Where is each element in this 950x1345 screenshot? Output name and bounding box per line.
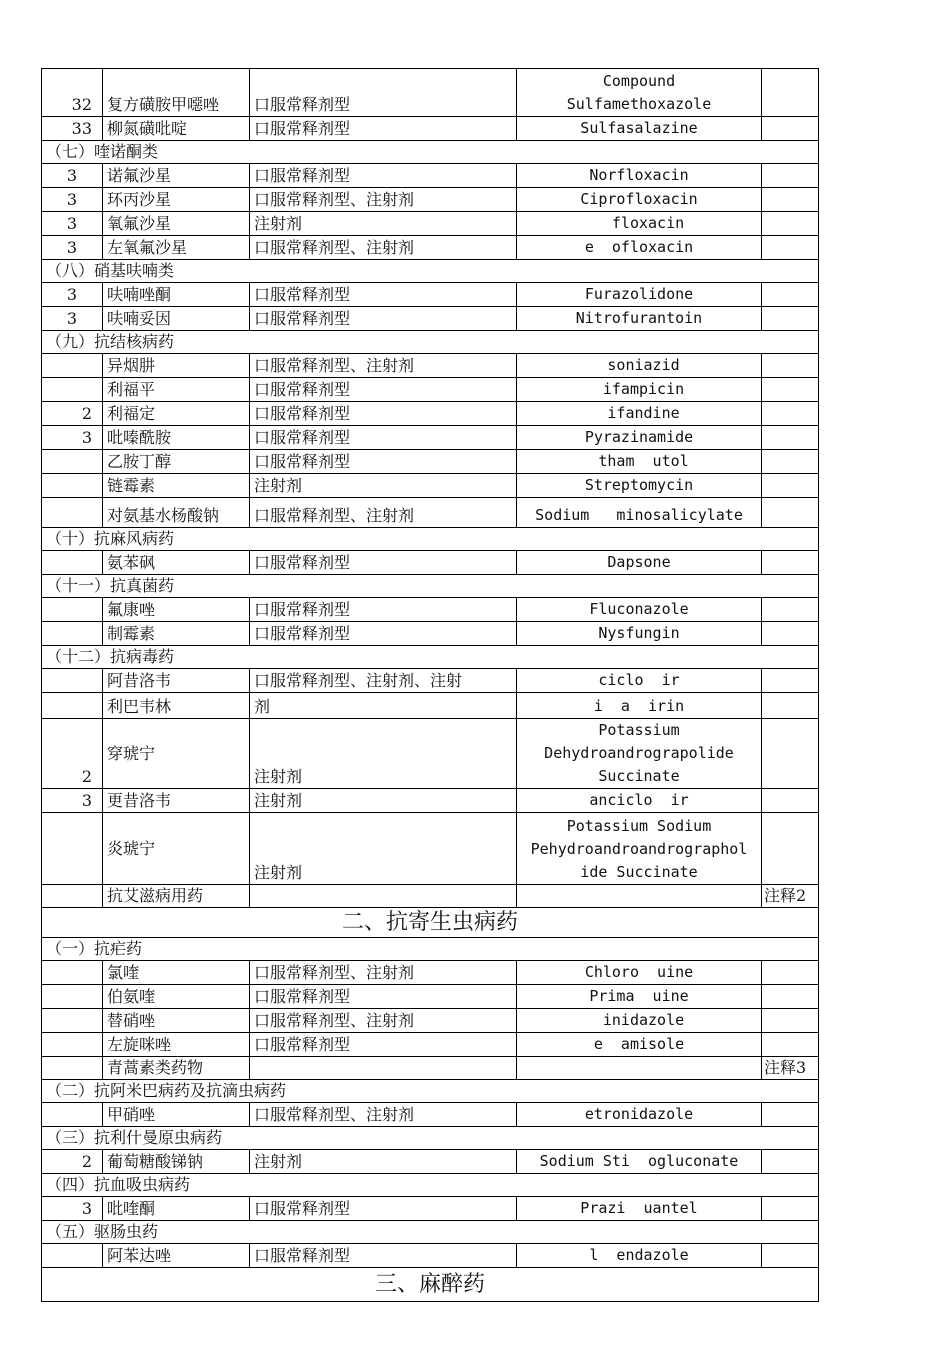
drug-name-cn: 链霉素 <box>103 474 250 498</box>
drug-name-cn: 氨苯砜 <box>103 551 250 575</box>
drug-row <box>42 378 819 402</box>
drug-number <box>42 693 103 719</box>
drug-row <box>42 164 819 188</box>
dosage-form: 口服常释剂型、注射剂 <box>250 1009 517 1033</box>
drug-name-en-line: soniazid <box>598 356 680 374</box>
category-row <box>42 1080 819 1103</box>
remark <box>762 669 819 693</box>
drug-row <box>42 474 819 498</box>
drug-row <box>42 188 819 212</box>
drug-name-en-line: ifandine <box>598 404 680 422</box>
drug-name-en-line: Pehydroandroandrographol <box>530 840 748 858</box>
drug-name-en-line: Dehydroandrograpolide <box>544 744 734 762</box>
remark <box>762 1103 819 1127</box>
drug-name-en-line: anciclo ir <box>589 791 689 809</box>
drug-row <box>42 1057 819 1080</box>
drug-name-en <box>517 693 762 719</box>
section-header-row <box>42 908 819 938</box>
drug-row <box>42 1103 819 1127</box>
drug-row <box>42 354 819 378</box>
drug-name-cn: 乙胺丁醇 <box>103 450 250 474</box>
drug-number <box>42 669 103 693</box>
drug-name-cn: 穿琥宁 <box>103 719 250 789</box>
drug-name-en-line: Prazi uantel <box>580 1199 698 1217</box>
drug-row <box>42 693 819 719</box>
drug-row <box>42 450 819 474</box>
dosage-form: 口服常释剂型 <box>250 426 517 450</box>
dosage-form: 注射剂 <box>250 212 517 236</box>
drug-name-cn: 环丙沙星 <box>103 188 250 212</box>
drug-name-en <box>517 402 762 426</box>
drug-name-cn: 诺氟沙星 <box>103 164 250 188</box>
drug-row <box>42 985 819 1009</box>
drug-name-en <box>517 719 762 789</box>
drug-row <box>42 622 819 646</box>
drug-number <box>42 450 103 474</box>
dosage-form: 口服常释剂型 <box>250 378 517 402</box>
drug-row <box>42 212 819 236</box>
drug-name-en-line: Chloro uine <box>584 963 694 981</box>
drug-list-table <box>41 68 819 1302</box>
remark <box>762 693 819 719</box>
drug-number <box>42 1009 103 1033</box>
drug-name-cn: 复方磺胺甲噁唑 <box>103 69 250 117</box>
drug-name-en-line: Dapsone <box>607 553 671 571</box>
drug-number: 3 <box>42 1197 103 1221</box>
drug-name-en-line: etronidazole <box>584 1105 694 1123</box>
remark <box>762 474 819 498</box>
drug-name-en-line: Succinate <box>598 767 680 785</box>
drug-name-en-line: Potassium <box>598 721 680 739</box>
remark <box>762 1009 819 1033</box>
remark <box>762 1244 819 1268</box>
category-label: （二）抗阿米巴病药及抗滴虫病药 <box>42 1080 819 1103</box>
drug-name-cn: 利福平 <box>103 378 250 402</box>
drug-name-en <box>517 622 762 646</box>
drug-name-en <box>517 188 762 212</box>
category-row <box>42 528 819 551</box>
drug-name-en <box>517 474 762 498</box>
drug-row <box>42 1009 819 1033</box>
dosage-form: 注射剂 <box>250 719 517 789</box>
drug-name-cn: 甲硝唑 <box>103 1103 250 1127</box>
drug-name-cn: 制霉素 <box>103 622 250 646</box>
drug-name-en-line: ide Succinate <box>580 863 698 881</box>
category-label: （三）抗利什曼原虫病药 <box>42 1127 819 1150</box>
dosage-form: 口服常释剂型、注射剂 <box>250 1103 517 1127</box>
drug-number: 3 <box>42 164 103 188</box>
drug-name-cn: 异烟肼 <box>103 354 250 378</box>
drug-name-cn: 伯氨喹 <box>103 985 250 1009</box>
dosage-form: 口服常释剂型、注射剂 <box>250 961 517 985</box>
drug-name-en <box>517 1244 762 1268</box>
drug-name-en <box>517 307 762 331</box>
drug-name-en <box>517 985 762 1009</box>
dosage-form: 口服常释剂型、注射剂 <box>250 236 517 260</box>
drug-name-en <box>517 1057 762 1080</box>
drug-name-en <box>517 1150 762 1174</box>
drug-number <box>42 813 103 885</box>
dosage-form: 口服常释剂型 <box>250 69 517 117</box>
drug-name-en-line: Prima uine <box>589 987 689 1005</box>
drug-number: 2 <box>42 402 103 426</box>
drug-row <box>42 69 819 117</box>
drug-number <box>42 598 103 622</box>
drug-row <box>42 813 819 885</box>
category-row <box>42 331 819 354</box>
remark <box>762 985 819 1009</box>
dosage-form: 口服常释剂型、注射剂、注射 <box>250 669 517 693</box>
drug-row <box>42 117 819 141</box>
category-label: （四）抗血吸虫病药 <box>42 1174 819 1197</box>
category-row <box>42 575 819 598</box>
dosage-form: 口服常释剂型 <box>250 1197 517 1221</box>
drug-name-en-line: Sodium minosalicylate <box>535 506 743 524</box>
drug-name-cn: 抗艾滋病用药 <box>103 885 250 908</box>
drug-name-en <box>517 1033 762 1057</box>
drug-row <box>42 551 819 575</box>
drug-number <box>42 474 103 498</box>
dosage-form: 口服常释剂型 <box>250 164 517 188</box>
drug-name-cn: 对氨基水杨酸钠 <box>103 498 250 528</box>
dosage-form <box>250 1057 517 1080</box>
drug-name-cn: 更昔洛韦 <box>103 789 250 813</box>
remark <box>762 402 819 426</box>
drug-name-cn: 氟康唑 <box>103 598 250 622</box>
remark <box>762 622 819 646</box>
dosage-form <box>250 885 517 908</box>
remark <box>762 69 819 117</box>
drug-number: 2 <box>42 1150 103 1174</box>
drug-name-cn: 利福定 <box>103 402 250 426</box>
category-row <box>42 1174 819 1197</box>
drug-name-en <box>517 378 762 402</box>
category-label: （十）抗麻风病药 <box>42 528 819 551</box>
drug-name-cn: 左氧氟沙星 <box>103 236 250 260</box>
remark <box>762 188 819 212</box>
category-row <box>42 646 819 669</box>
dosage-form: 口服常释剂型 <box>250 985 517 1009</box>
remark <box>762 117 819 141</box>
drug-number <box>42 961 103 985</box>
drug-name-cn: 吡喹酮 <box>103 1197 250 1221</box>
dosage-form: 口服常释剂型、注射剂 <box>250 354 517 378</box>
dosage-form: 口服常释剂型 <box>250 283 517 307</box>
dosage-form: 口服常释剂型 <box>250 117 517 141</box>
drug-name-cn: 呋喃妥因 <box>103 307 250 331</box>
drug-row <box>42 885 819 908</box>
drug-name-en-line: l endazole <box>589 1246 689 1264</box>
drug-name-en-line: Pyrazinamide <box>584 428 694 446</box>
category-label: （七）喹诺酮类 <box>42 141 819 164</box>
drug-row <box>42 719 819 789</box>
remark <box>762 283 819 307</box>
remark: 注释3 <box>762 1057 819 1080</box>
drug-name-en-line: Furazolidone <box>584 285 694 303</box>
drug-name-en <box>517 598 762 622</box>
section-header-row <box>42 1268 819 1302</box>
drug-row <box>42 1244 819 1268</box>
drug-name-en <box>517 885 762 908</box>
remark <box>762 307 819 331</box>
remark <box>762 789 819 813</box>
drug-number <box>42 1057 103 1080</box>
dosage-form: 口服常释剂型 <box>250 1244 517 1268</box>
drug-number <box>42 354 103 378</box>
drug-name-en <box>517 789 762 813</box>
category-row <box>42 1221 819 1244</box>
drug-name-cn: 柳氮磺吡啶 <box>103 117 250 141</box>
drug-name-cn: 吡嗪酰胺 <box>103 426 250 450</box>
drug-row <box>42 1033 819 1057</box>
drug-list-body <box>42 69 819 1302</box>
drug-name-en-line: Nitrofurantoin <box>575 309 703 327</box>
drug-name-en-line: Compound <box>602 72 676 90</box>
drug-name-en <box>517 426 762 450</box>
remark <box>762 1150 819 1174</box>
drug-name-cn: 氯喹 <box>103 961 250 985</box>
drug-number: 3 <box>42 236 103 260</box>
drug-number: 2 <box>42 719 103 789</box>
drug-number: 3 <box>42 789 103 813</box>
drug-name-en-line: inidazole <box>593 1011 685 1029</box>
drug-number: 3 <box>42 426 103 450</box>
drug-number <box>42 622 103 646</box>
drug-row <box>42 236 819 260</box>
drug-row <box>42 307 819 331</box>
dosage-form: 口服常释剂型 <box>250 1033 517 1057</box>
drug-name-en-line: ifampicin <box>593 380 685 398</box>
drug-name-en <box>517 1197 762 1221</box>
drug-name-en-line: i a irin <box>593 697 685 715</box>
drug-row <box>42 426 819 450</box>
category-label: （八）硝基呋喃类 <box>42 260 819 283</box>
drug-name-en-line: floxacin <box>593 214 685 232</box>
dosage-form: 口服常释剂型 <box>250 307 517 331</box>
drug-name-en-line: e ofloxacin <box>584 238 694 256</box>
drug-name-en <box>517 961 762 985</box>
drug-row <box>42 961 819 985</box>
drug-row <box>42 498 819 528</box>
dosage-form: 口服常释剂型 <box>250 551 517 575</box>
drug-name-en <box>517 551 762 575</box>
drug-number <box>42 378 103 402</box>
drug-name-en <box>517 1103 762 1127</box>
drug-name-cn: 左旋咪唑 <box>103 1033 250 1057</box>
dosage-form: 剂 <box>250 693 517 719</box>
drug-name-en-line: Sulfasalazine <box>580 119 698 137</box>
drug-name-cn: 阿苯达唑 <box>103 1244 250 1268</box>
drug-row <box>42 283 819 307</box>
drug-name-en <box>517 236 762 260</box>
drug-row <box>42 1197 819 1221</box>
drug-row <box>42 669 819 693</box>
category-label: （九）抗结核病药 <box>42 331 819 354</box>
drug-name-en <box>517 117 762 141</box>
dosage-form: 口服常释剂型、注射剂 <box>250 498 517 528</box>
dosage-form: 口服常释剂型 <box>250 622 517 646</box>
drug-name-cn: 替硝唑 <box>103 1009 250 1033</box>
drug-name-en-line: Sulfamethoxazole <box>566 95 712 113</box>
remark <box>762 378 819 402</box>
remark <box>762 236 819 260</box>
drug-name-cn: 利巴韦林 <box>103 693 250 719</box>
dosage-form: 注射剂 <box>250 1150 517 1174</box>
remark <box>762 551 819 575</box>
drug-name-en <box>517 813 762 885</box>
drug-row <box>42 402 819 426</box>
drug-name-en-line: ciclo ir <box>598 671 680 689</box>
drug-name-en <box>517 164 762 188</box>
drug-name-en <box>517 669 762 693</box>
remark <box>762 164 819 188</box>
dosage-form: 口服常释剂型、注射剂 <box>250 188 517 212</box>
drug-name-en-line: Ciprofloxacin <box>580 190 698 208</box>
drug-name-en-line: Nysfungin <box>598 624 680 642</box>
drug-name-cn: 青蒿素类药物 <box>103 1057 250 1080</box>
drug-name-en-line: e amisole <box>593 1035 685 1053</box>
remark: 注释2 <box>762 885 819 908</box>
category-row <box>42 141 819 164</box>
drug-number: 3 <box>42 212 103 236</box>
drug-number <box>42 1103 103 1127</box>
dosage-form: 口服常释剂型 <box>250 598 517 622</box>
category-row <box>42 1127 819 1150</box>
remark <box>762 498 819 528</box>
drug-name-cn: 氧氟沙星 <box>103 212 250 236</box>
remark <box>762 1033 819 1057</box>
remark <box>762 354 819 378</box>
remark <box>762 961 819 985</box>
drug-name-cn: 葡萄糖酸锑钠 <box>103 1150 250 1174</box>
drug-number <box>42 985 103 1009</box>
drug-name-cn: 炎琥宁 <box>103 813 250 885</box>
drug-name-en-line: Norfloxacin <box>589 166 689 184</box>
category-label: （十一）抗真菌药 <box>42 575 819 598</box>
drug-number <box>42 551 103 575</box>
drug-number: 3 <box>42 283 103 307</box>
drug-name-en <box>517 283 762 307</box>
drug-name-cn: 呋喃唑酮 <box>103 283 250 307</box>
dosage-form: 口服常释剂型 <box>250 450 517 474</box>
drug-number <box>42 1033 103 1057</box>
remark <box>762 719 819 789</box>
dosage-form: 口服常释剂型 <box>250 402 517 426</box>
drug-row <box>42 789 819 813</box>
drug-name-en-line: Sodium Sti ogluconate <box>539 1152 739 1170</box>
drug-number <box>42 498 103 528</box>
section-title: 三、麻醉药 <box>42 1268 819 1302</box>
remark <box>762 212 819 236</box>
drug-name-en <box>517 498 762 528</box>
category-row <box>42 260 819 283</box>
remark <box>762 813 819 885</box>
drug-number: 33 <box>42 117 103 141</box>
drug-name-en <box>517 69 762 117</box>
drug-number: 32 <box>42 69 103 117</box>
drug-number: 3 <box>42 307 103 331</box>
drug-name-en <box>517 212 762 236</box>
category-label: （一）抗疟药 <box>42 938 819 961</box>
drug-name-en <box>517 1009 762 1033</box>
section-title: 二、抗寄生虫病药 <box>42 908 819 938</box>
remark <box>762 598 819 622</box>
drug-row <box>42 598 819 622</box>
dosage-form: 注射剂 <box>250 474 517 498</box>
drug-name-en <box>517 354 762 378</box>
category-row <box>42 938 819 961</box>
drug-name-cn: 阿昔洛韦 <box>103 669 250 693</box>
drug-number <box>42 885 103 908</box>
remark <box>762 426 819 450</box>
dosage-form: 注射剂 <box>250 813 517 885</box>
remark <box>762 450 819 474</box>
drug-name-en-line: Streptomycin <box>584 476 694 494</box>
drug-name-en-line: tham utol <box>589 452 689 470</box>
drug-name-en-line: Potassium Sodium <box>566 817 712 835</box>
drug-number <box>42 1244 103 1268</box>
category-label: （十二）抗病毒药 <box>42 646 819 669</box>
drug-name-en-line: Fluconazole <box>589 600 689 618</box>
drug-row <box>42 1150 819 1174</box>
category-label: （五）驱肠虫药 <box>42 1221 819 1244</box>
drug-number: 3 <box>42 188 103 212</box>
remark <box>762 1197 819 1221</box>
dosage-form: 注射剂 <box>250 789 517 813</box>
drug-name-en <box>517 450 762 474</box>
